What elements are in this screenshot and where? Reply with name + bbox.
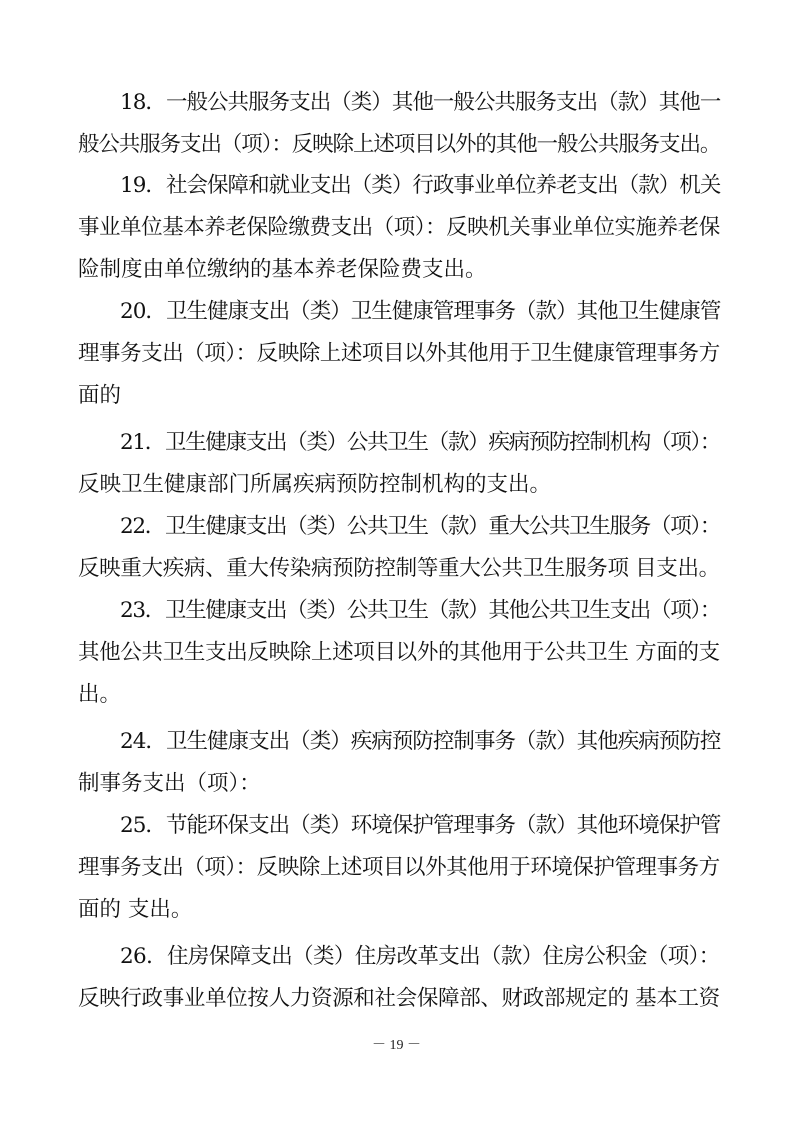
item-24-line-2: 制事务支出（项）：	[78, 771, 261, 796]
item-19-line-3: 险制度由单位缴纳的基本养老保险费支出。	[78, 257, 487, 282]
item-19-line-2: 事业单位基本养老保险缴费支出（项）：反映机关事业单位实施养老保	[78, 215, 720, 240]
item-18-line-1: 18．一般公共服务支出（类）其他一般公共服务支出（款）其他一	[120, 90, 721, 115]
item-25-line-3: 面的 支出。	[78, 897, 193, 922]
item-24-line-1: 24．卫生健康支出（类）疾病预防控制事务（款）其他疾病预防控	[120, 729, 721, 754]
item-25-line-2: 理事务支出（项）：反映除上述项目以外其他用于环境保护管理事务方	[78, 855, 720, 880]
item-25-line-1: 25．节能环保支出（类）环境保护管理事务（款）其他环境保护管	[120, 813, 721, 838]
item-23-line-3: 出。	[78, 682, 122, 707]
item-22-line-2: 反映重大疾病、重大传染病预防控制等重大公共卫生服务项 目支出。	[78, 556, 720, 581]
item-20-line-1: 20．卫生健康支出（类）卫生健康管理事务（款）其他卫生健康管	[120, 299, 721, 324]
item-26-line-1: 26．住房保障支出（类）住房改革支出（款）住房公积金（项）：	[120, 944, 720, 969]
item-21-line-1: 21．卫生健康支出（类）公共卫生（款）疾病预防控制机构（项）：	[120, 430, 721, 455]
item-20-line-2: 理事务支出（项）：反映除上述项目以外其他用于卫生健康管理事务方	[78, 341, 720, 366]
item-20-line-3: 面的	[78, 383, 122, 408]
item-22-line-1: 22．卫生健康支出（类）公共卫生（款）重大公共卫生服务（项）：	[120, 514, 721, 539]
item-26-line-2: 反映行政事业单位按人力资源和社会保障部、财政部规定的 基本工资	[78, 986, 720, 1011]
item-19-line-1: 19．社会保障和就业支出（类）行政事业单位养老支出（款）机关	[120, 173, 721, 198]
item-21-line-2: 反映卫生健康部门所属疾病预防控制机构的支出。	[78, 472, 552, 497]
item-23-line-1: 23．卫生健康支出（类）公共卫生（款）其他公共卫生支出（项）：	[120, 598, 721, 623]
item-23-line-2: 其他公共卫生支出反映除上述项目以外的其他用于公共卫生 方面的支	[78, 640, 720, 665]
item-18-line-2: 般公共服务支出（项）：反映除上述项目以外的其他一般公共服务支出。	[78, 132, 721, 157]
page-number: － 19 －	[372, 1038, 421, 1053]
